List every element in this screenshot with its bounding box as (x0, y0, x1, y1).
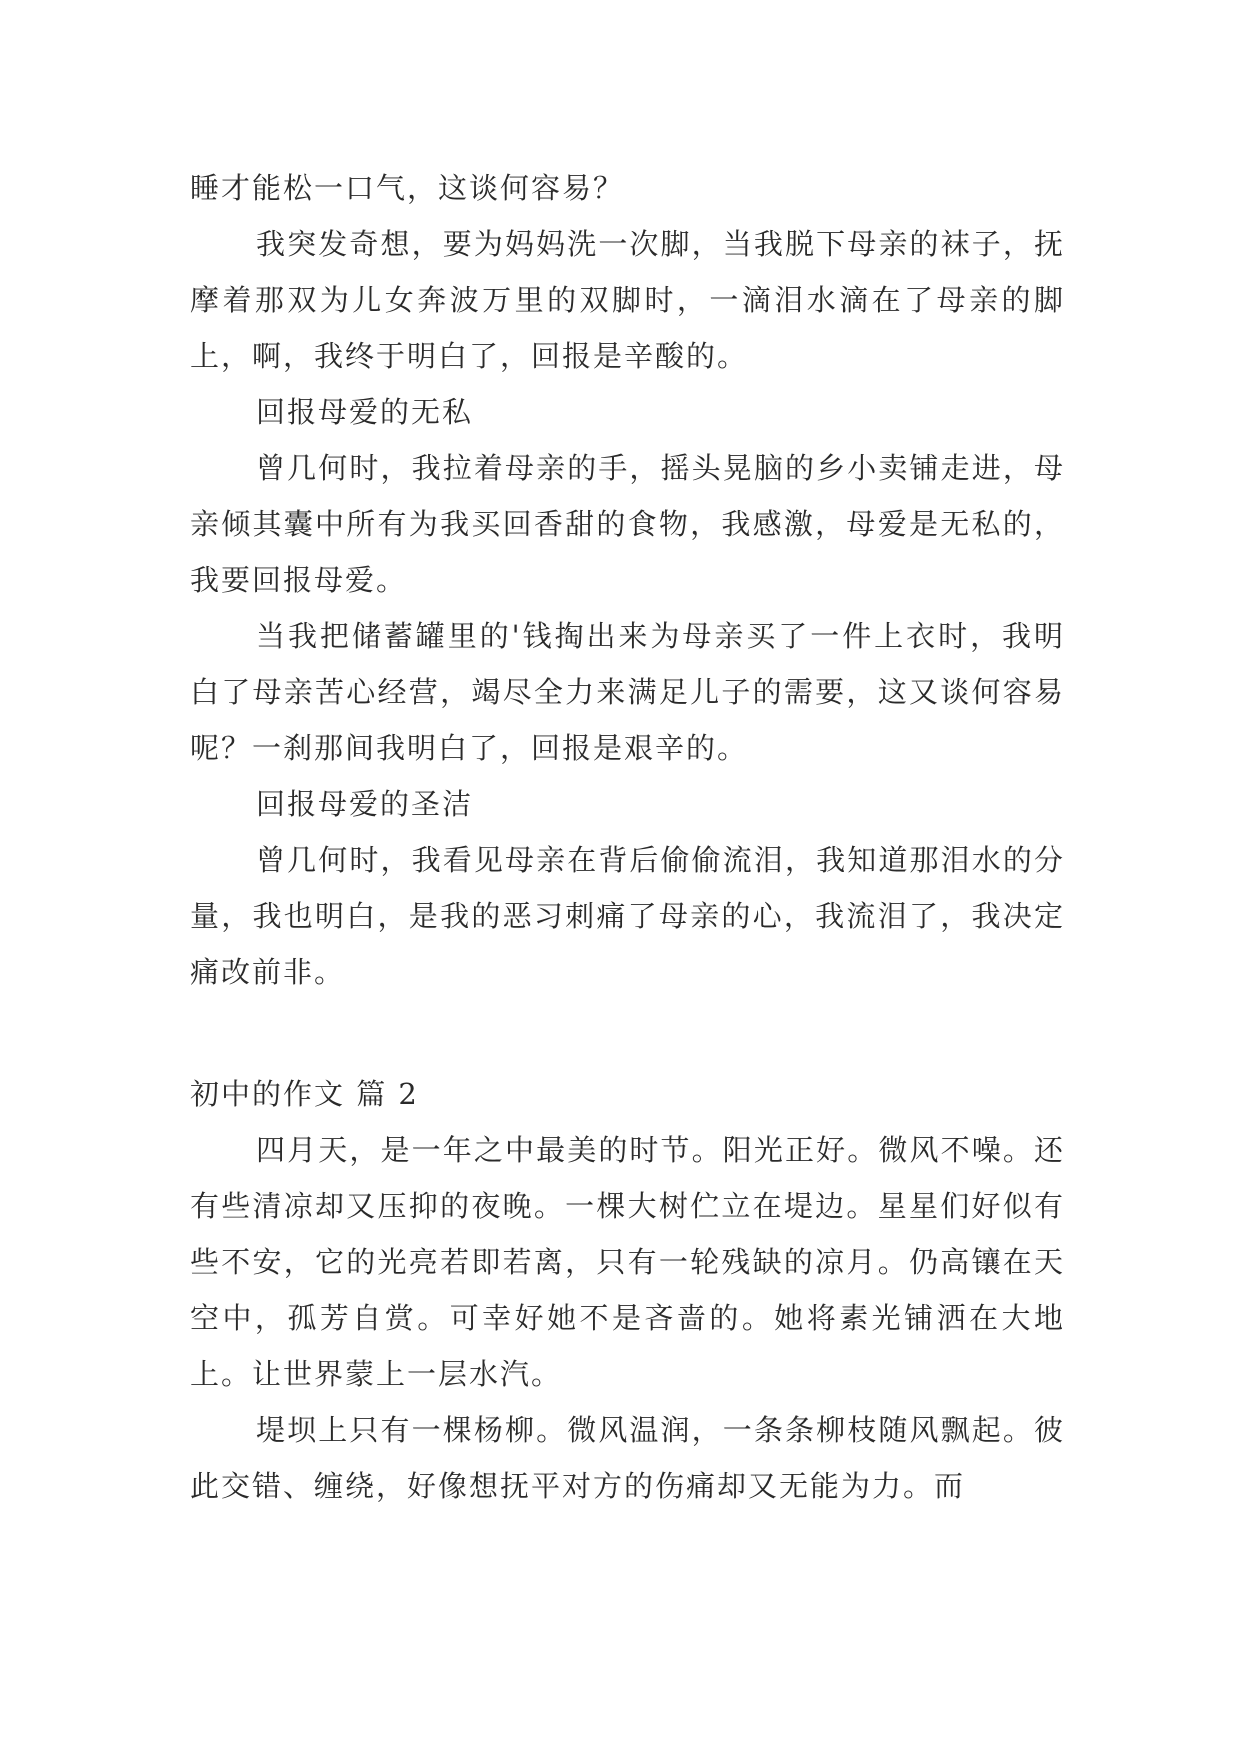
paragraph: 曾几何时，我看见母亲在背后偷偷流泪，我知道那泪水的分量，我也明白，是我的恶习刺痛了母亲的心，我流泪了，我决定痛改前非。 (190, 843, 1065, 989)
section-gap (190, 1000, 1065, 1066)
document-body (190, 160, 1065, 1514)
paragraph: 当我把储蓄罐里的'钱掏出来为母亲买了一件上衣时，我明白了母亲苦心经营，竭尽全力来满足儿子的需要，这又谈何容易呢？一刹那间我明白了，回报是艰辛的。 (190, 619, 1065, 765)
paragraph: 四月天，是一年之中最美的时节。阳光正好。微风不噪。还有些清凉却又压抑的夜晚。一棵大树伫立在堤边。星星们好似有些不安，它的光亮若即若离，只有一轮残缺的凉月。仍高镶在天空中，孤芳自赏。可幸好她不是吝啬的。她将素光铺洒在大地上。让世界蒙上一层水汽。 (190, 1133, 1065, 1391)
paragraph: 睡才能松一口气，这谈何容易？ (190, 171, 625, 205)
subheading: 回报母爱的无私 (256, 395, 474, 429)
section-title: 初中的作文 篇 2 (190, 1077, 419, 1111)
paragraph: 曾几何时，我拉着母亲的手，摇头晃脑的乡小卖铺走进，母亲倾其囊中所有为我买回香甜的食物，我感激，母爱是无私的，我要回报母爱。 (190, 451, 1065, 597)
paragraph: 堤坝上只有一棵杨柳。微风温润，一条条柳枝随风飘起。彼此交错、缠绕，好像想抚平对方的伤痛却又无能为力。而 (190, 1413, 1065, 1503)
subheading: 回报母爱的圣洁 (256, 787, 474, 821)
paragraph: 我突发奇想，要为妈妈洗一次脚，当我脱下母亲的袜子，抚摩着那双为儿女奔波万里的双脚时，一滴泪水滴在了母亲的脚上，啊，我终于明白了，回报是辛酸的。 (190, 227, 1065, 373)
